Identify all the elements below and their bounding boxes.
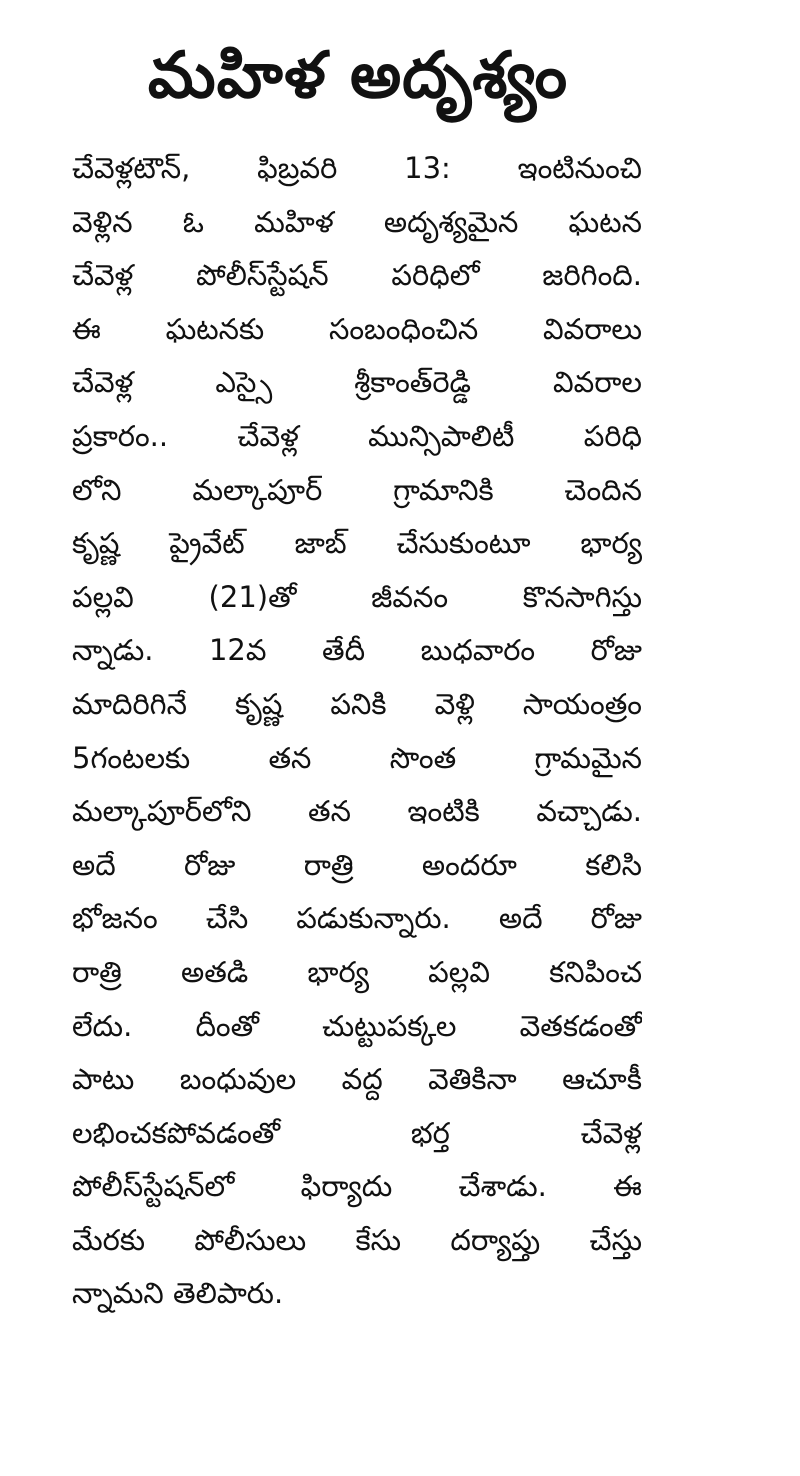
body-line: లోని మల్కాపూర్ గ్రామానికి చెందిన	[72, 472, 642, 507]
body-line-last: న్నామని తెలిపారు.	[72, 1276, 284, 1311]
body-line: లేదు. దీంతో చుట్టుపక్కల వెతకడంతో	[72, 1008, 642, 1043]
body-line: మేరకు పోలీసులు కేసు దర్యాప్తు చేస్తు	[72, 1222, 642, 1257]
headline: మహిళ అదృశ్యం	[147, 39, 569, 113]
body-line: పాటు బంధువుల వద్ద వెతికినా ఆచూకీ	[72, 1062, 642, 1097]
body-line: 5గంటలకు తన సొంత గ్రామమైన	[72, 740, 642, 775]
body-line: రాత్రి అతడి భార్య పల్లవి కనిపించ	[72, 954, 642, 989]
body-line: పల్లవి (21)తో జీవనం కొనసాగిస్తు	[72, 579, 642, 614]
body-line: ప్రకారం.. చేవెళ్ల మున్సిపాలిటీ పరిధి	[72, 418, 642, 453]
body-line: మల్కాపూర్‌లోని తన ఇంటికి వచ్చాడు.	[72, 794, 642, 829]
body-line: పోలీస్‌స్టేషన్‌లో ఫిర్యాదు చేశాడు. ఈ	[72, 1169, 642, 1204]
body-line: లభించకపోవడంతో భర్త చేవెళ్ల	[72, 1115, 642, 1150]
article-body	[72, 142, 642, 1321]
body-line: న్నాడు. 12వ తేదీ బుధవారం రోజు	[72, 633, 642, 668]
body-line: కృష్ణ ప్రైవేట్ జాబ్ చేసుకుంటూ భార్య	[72, 526, 642, 561]
body-line: చేవెళ్ల ఎస్సై శ్రీకాంత్‌రెడ్డి వివరాల	[72, 365, 642, 400]
body-line: ఈ ఘటనకు సంబంధించిన వివరాలు	[72, 311, 642, 346]
body-line: మాదిరిగినే కృష్ణ పనికి వెళ్లి సాయంత్రం	[72, 686, 642, 721]
body-line: చేవెళ్ల పోలీస్‌స్టేషన్ పరిధిలో జరిగింది.	[72, 258, 642, 293]
body-line: చేవెళ్లటౌన్, ఫిబ్రవరి 13: ఇంటినుంచి	[72, 151, 642, 185]
body-line: వెళ్లిన ఓ మహిళ అదృశ్యమైన ఘటన	[72, 204, 642, 239]
news-clipping	[58, 18, 658, 1438]
body-line: భోజనం చేసి పడుకున్నారు. అదే రోజు	[72, 901, 642, 936]
body-line: అదే రోజు రాత్రి అందరూ కలిసి	[72, 847, 642, 882]
